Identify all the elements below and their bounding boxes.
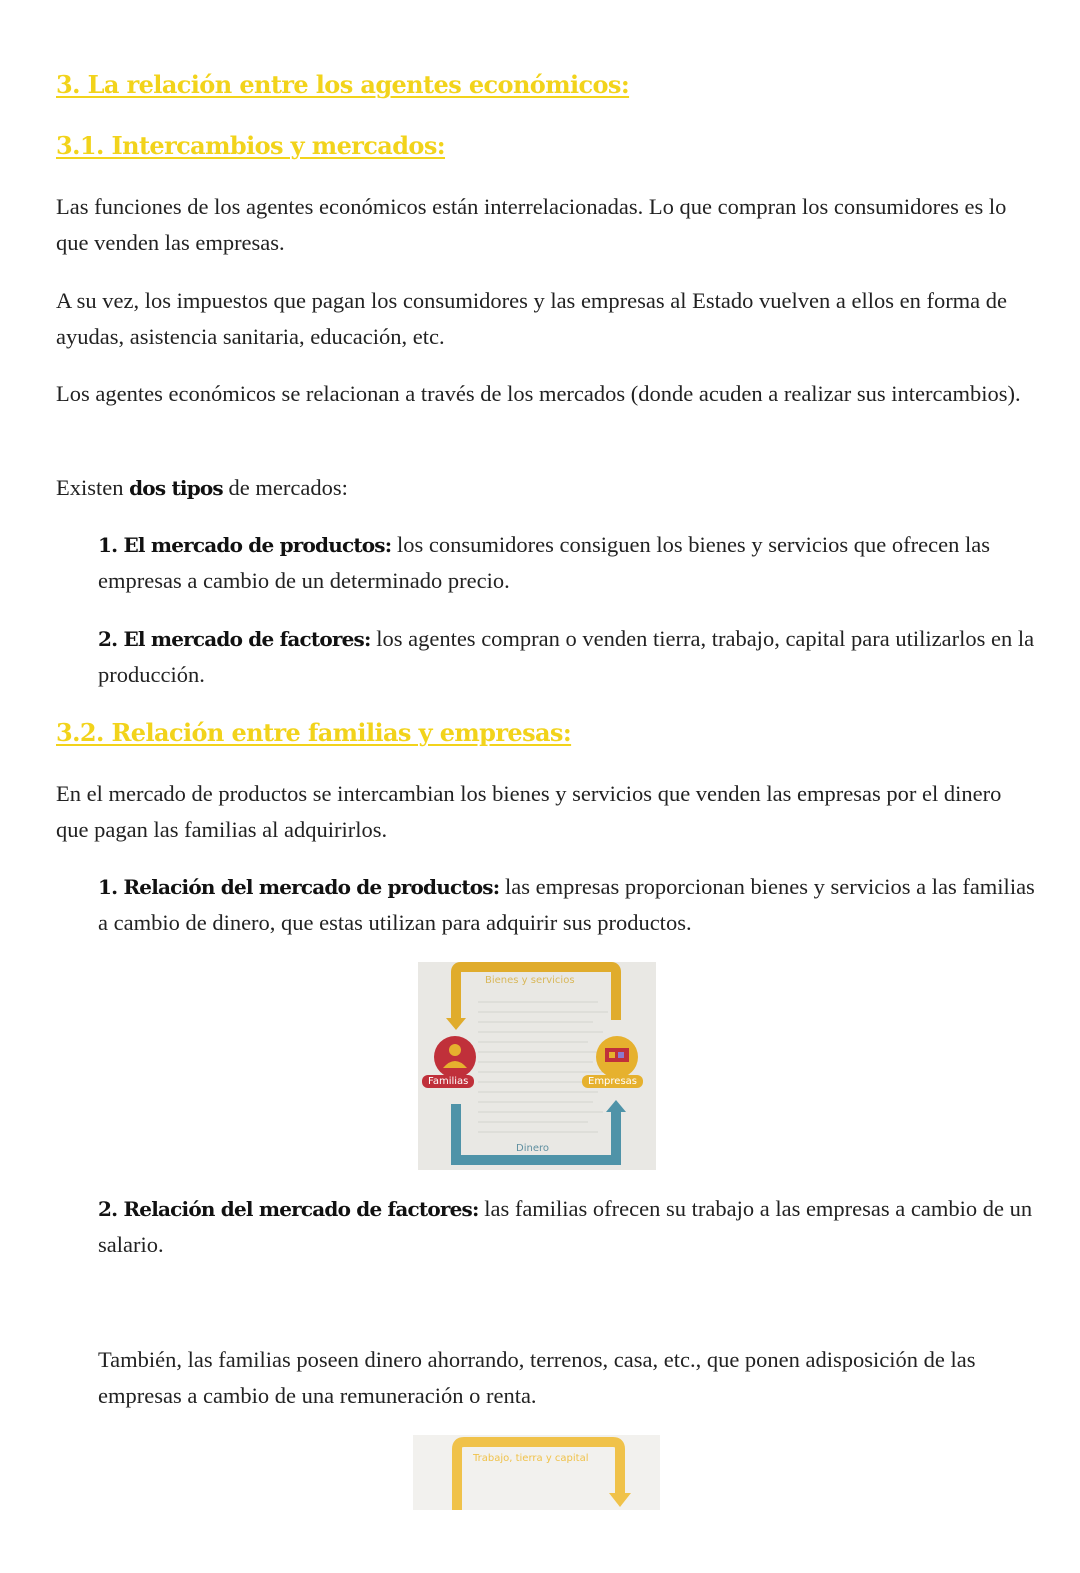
list-item-title: 2. El mercado de factores: [98, 627, 371, 651]
list-item-text: los consumidores consiguen los bienes y servicios que ofrecen las empresas a cambio de un determinado precio. [98, 532, 990, 593]
label-labor-land-capital: Trabajo, tierra y capital [473, 1453, 589, 1464]
paragraph-taxes: A su vez, los impuestos que pagan los consumidores y las empresas al Estado vuelven a ellos en forma de ayudas, asistencia sanitaria, educación, etc. [56, 288, 1008, 349]
label-money: Dinero [516, 1143, 549, 1154]
list-item-text: los agentes compran o venden tierra, trabajo, capital para utilizarlos en la producción. [98, 626, 1035, 687]
list-item-factor-relation [98, 1191, 1038, 1263]
paragraph-savings-land: También, las familias poseen dinero ahorrando, terrenos, casa, etc., que ponen adisposición de las empresas a cambio de una remuneración o renta. [98, 1347, 976, 1408]
paragraph-interrelated-functions: Las funciones de los agentes económicos están interrelacionadas. Lo que compran los consumidores es lo que venden las empresas. [56, 194, 1007, 255]
node-familias: Familias [422, 1075, 474, 1088]
paragraph-product-market-exchange: En el mercado de productos se intercambian los bienes y servicios que venden las empresas por el dinero que pagan las familias al adquirirlos. [56, 781, 1002, 842]
list-item-factor-market [98, 621, 1038, 693]
heading-section-3-2: 3.2. Relación entre familias y empresas: [56, 718, 572, 747]
node-empresas: Empresas [582, 1075, 643, 1088]
paragraph-markets: Los agentes económicos se relacionan a través de los mercados (donde acuden a realizar sus intercambios). [56, 381, 1021, 406]
circular-flow-arrows [418, 962, 656, 1170]
text: de mercados: [222, 475, 348, 500]
list-item-text: las familias ofrecen su trabajo a las empresas a cambio de un salario. [98, 1196, 1033, 1257]
list-item-title: 2. Relación del mercado de factores: [98, 1197, 479, 1221]
list-item-product-relation [98, 869, 1038, 941]
factor-flow-diagram [413, 1435, 660, 1510]
list-item-text: las empresas proporcionan bienes y servicios a las familias a cambio de dinero, que estas utilizan para adquirir sus productos. [98, 874, 1035, 935]
text: Existen [56, 475, 130, 500]
list-item-product-market [98, 527, 1038, 599]
bold-text: dos tipos [129, 476, 223, 500]
list-item-title: 1. El mercado de productos: [98, 533, 392, 557]
circular-flow-diagram [418, 962, 656, 1170]
heading-section-3: 3. La relación entre los agentes económicos: [56, 70, 630, 99]
heading-section-3-1: 3.1. Intercambios y mercados: [56, 131, 446, 160]
label-goods-services: Bienes y servicios [485, 975, 575, 986]
factor-flow-arrow [413, 1435, 660, 1510]
list-item-title: 1. Relación del mercado de productos: [98, 875, 500, 899]
paragraph-two-types [56, 470, 1036, 506]
